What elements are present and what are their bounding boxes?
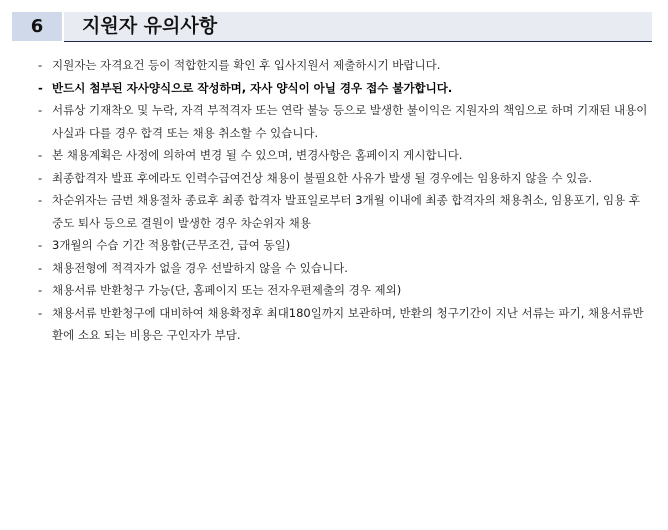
- section-header: [12, 12, 652, 41]
- note-item: - 채용전형에 적격자가 없을 경우 선발하지 않을 수 있습니다.: [38, 257, 648, 280]
- note-item-emphasis: - 반드시 첨부된 자사양식으로 작성하며, 자사 양식이 아닐 경우 접수 불가합니다.: [38, 77, 648, 100]
- note-item: - 채용서류 반환청구에 대비하여 채용확정후 최대180일까지 보관하며, 반환의 청구기간이 지난 서류는 파기, 채용서류반환에 소요 되는 비용은 구인자가 부담.: [38, 302, 648, 347]
- note-item: - 3개월의 수습 기간 적용함(근무조건, 급여 동일): [38, 234, 648, 257]
- note-item: - 지원자는 자격요건 등이 적합한지를 확인 후 입사지원서 제출하시기 바랍니다.: [38, 54, 648, 77]
- note-item: - 채용서류 반환청구 가능(단, 홈페이지 또는 전자우편제출의 경우 제외): [38, 279, 648, 302]
- notes-list: [38, 54, 648, 347]
- note-item: - 본 채용계획은 사정에 의하여 변경 될 수 있으며, 변경사항은 홈페이지 게시합니다.: [38, 144, 648, 167]
- note-item: - 서류상 기재착오 및 누락, 자격 부적격자 또는 연락 불능 등으로 발생한 불이익은 지원자의 책임으로 하며 기재된 내용이 사실과 다를 경우 합격 또는 채용 취소할 수 있습니다.: [38, 99, 648, 144]
- note-item: - 차순위자는 금번 채용절차 종료후 최종 합격자 발표일로부터 3개월 이내에 최종 합격자의 채용취소, 임용포기, 임용 후 중도 퇴사 등으로 결원이 발생한 경우 차순위자 채용: [38, 189, 648, 234]
- section-title: 지원자 유의사항: [64, 12, 652, 42]
- note-item: - 최종합격자 발표 후에라도 인력수급여건상 채용이 불필요한 사유가 발생 될 경우에는 임용하지 않을 수 있음.: [38, 167, 648, 190]
- section-number: 6: [12, 12, 62, 41]
